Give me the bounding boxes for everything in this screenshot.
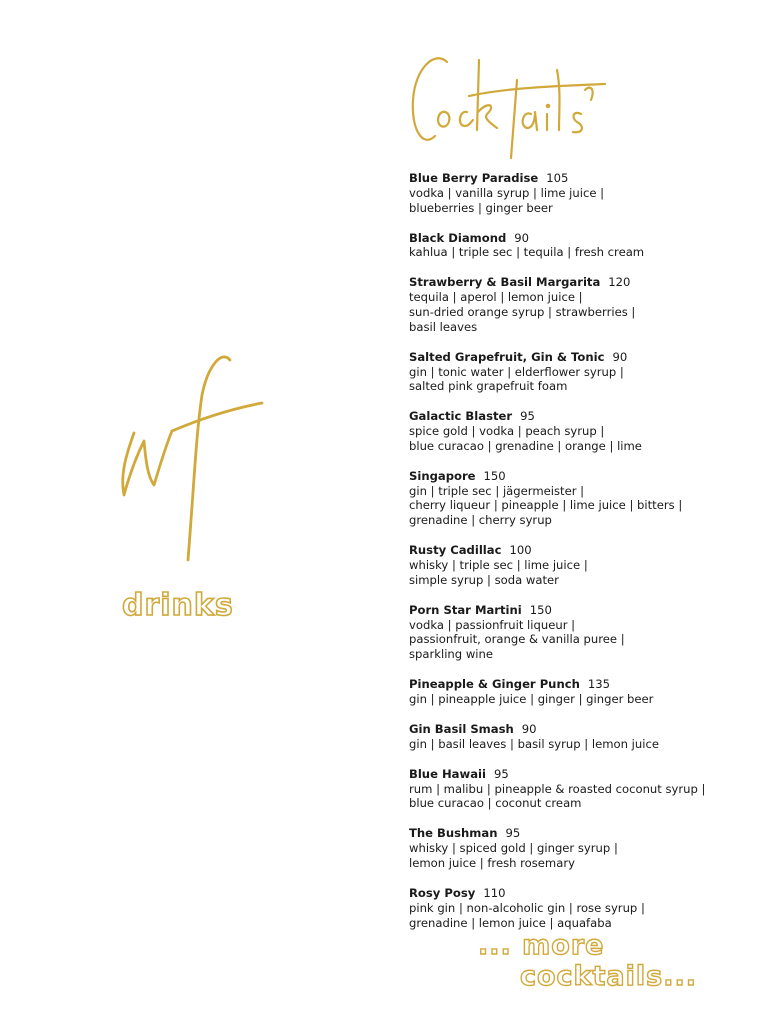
item-price: 95 bbox=[505, 826, 521, 841]
item-ingredients: vodka | passionfruit liqueur | passionfruit, orange & vanilla puree | sparkling wine bbox=[409, 617, 625, 662]
menu-item bbox=[409, 677, 749, 707]
item-ingredients: tequila | aperol | lemon juice | sun-dried orange syrup | strawberries | basil leaves bbox=[409, 290, 636, 334]
item-price: 105 bbox=[546, 171, 569, 185]
item-ingredients: gin | tonic water | elderflower syrup | salted pink grapefruit foam bbox=[409, 364, 624, 394]
item-name: Galactic Blaster bbox=[409, 409, 513, 424]
item-ingredients: gin | pineapple juice | ginger | ginger beer bbox=[409, 692, 654, 707]
item-name: Rusty Cadillac bbox=[409, 543, 502, 558]
item-name: Rosy Posy bbox=[409, 885, 476, 900]
item-ingredients: rum | malibu | pineapple & roasted coconut syrup | blue curacao | coconut cream bbox=[409, 781, 706, 811]
menu-item bbox=[409, 767, 749, 811]
item-price: 95 bbox=[493, 766, 509, 781]
item-name: Blue Berry Paradise bbox=[409, 171, 539, 185]
item-price: 100 bbox=[509, 543, 532, 558]
more-line-1: ... more bbox=[478, 930, 605, 961]
item-name: Gin Basil Smash bbox=[409, 722, 514, 736]
menu-item bbox=[409, 826, 749, 870]
item-ingredients: whisky | spiced gold | ginger syrup | lemon juice | fresh rosemary bbox=[409, 841, 618, 870]
menu-item bbox=[409, 469, 749, 528]
menu-item bbox=[409, 275, 749, 334]
item-name: Singapore bbox=[409, 468, 476, 483]
menu-item bbox=[409, 603, 749, 662]
item-price: 90 bbox=[612, 349, 628, 364]
item-name: Pineapple & Ginger Punch bbox=[409, 677, 580, 692]
item-ingredients: spice gold | vodka | peach syrup | blue curacao | grenadine | orange | lime bbox=[409, 424, 642, 453]
menu-item bbox=[409, 722, 749, 752]
item-ingredients: vodka | vanilla syrup | lime juice | blueberries | ginger beer bbox=[409, 185, 605, 215]
item-name: Salted Grapefruit, Gin & Tonic bbox=[409, 349, 605, 364]
item-ingredients: gin | triple sec | jägermeister | cherry liqueur | pineapple | lime juice | bitters | grenadine | cherry syrup bbox=[409, 483, 683, 528]
item-price: 110 bbox=[483, 885, 506, 900]
menu-item bbox=[409, 171, 749, 215]
item-price: 90 bbox=[514, 230, 530, 245]
item-name: Black Diamond bbox=[409, 230, 507, 245]
item-ingredients: kahlua | triple sec | tequila | fresh cream bbox=[409, 245, 645, 260]
item-price: 150 bbox=[483, 468, 506, 483]
logo-monogram bbox=[110, 345, 280, 570]
item-price: 120 bbox=[608, 275, 631, 290]
item-name: Blue Hawaii bbox=[409, 766, 486, 781]
item-price: 150 bbox=[529, 602, 552, 617]
item-price: 135 bbox=[587, 677, 610, 692]
item-price: 95 bbox=[520, 409, 535, 424]
cocktail-menu-list bbox=[409, 171, 749, 946]
menu-item bbox=[409, 409, 749, 453]
item-name: Strawberry & Basil Margarita bbox=[409, 275, 601, 290]
item-ingredients: whisky | triple sec | lime juice | simple syrup | soda water bbox=[409, 558, 588, 587]
menu-item bbox=[409, 886, 749, 930]
menu-item bbox=[409, 350, 749, 394]
brand-word-drinks: drinks bbox=[122, 588, 234, 623]
item-price: 90 bbox=[521, 722, 537, 736]
menu-item bbox=[409, 543, 749, 587]
more-cocktails-footer bbox=[0, 930, 768, 1000]
menu-item bbox=[409, 231, 749, 261]
item-ingredients: gin | basil leaves | basil syrup | lemon juice bbox=[409, 736, 659, 751]
item-ingredients: pink gin | non-alcoholic gin | rose syrup | grenadine | lemon juice | aquafaba bbox=[409, 900, 645, 930]
cocktails-script-title bbox=[405, 40, 615, 160]
item-name: Porn Star Martini bbox=[409, 602, 522, 617]
item-name: The Bushman bbox=[409, 826, 498, 841]
more-line-2: cocktails... bbox=[520, 961, 697, 992]
